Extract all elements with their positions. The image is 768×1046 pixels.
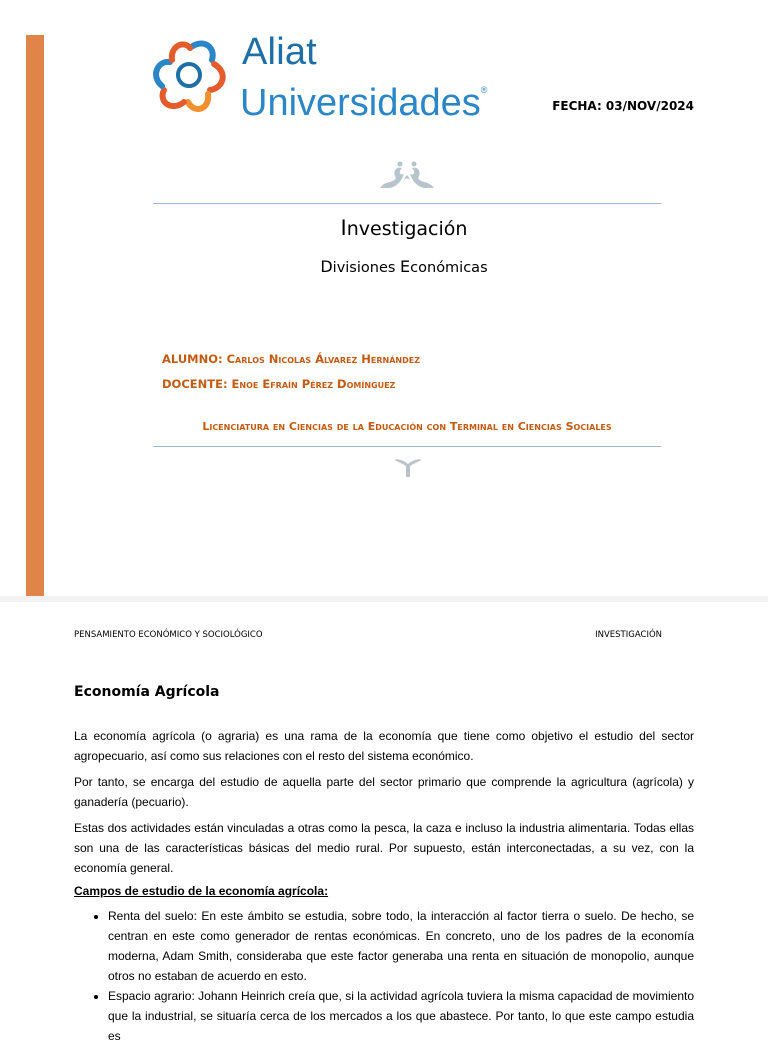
career-line: Licenciatura en Ciencias de la Educación con Terminal en Ciencias Sociales <box>202 420 612 433</box>
paragraph: Por tanto, se encarga del estudio de aquella parte del sector primario que comprende la agricultura (agrícola) y ganadería (pecuario). <box>74 775 694 809</box>
accent-side-bar <box>26 35 44 596</box>
aliat-logo <box>150 31 510 124</box>
running-header-left: PENSAMIENTO ECONÓMICO Y SOCIOLÓGICO <box>74 630 263 640</box>
brand-name-line2: Universidades® <box>240 82 488 124</box>
subsection-heading: Campos de estudio de la economía agrícola: <box>74 884 329 898</box>
paragraph: La economía agrícola (o agraria) es una rama de la economía que tiene como objetivo el estudio del sector agropecuario, así como sus relaciones con el resto del sistema económico. <box>74 729 694 763</box>
divider-line-bottom <box>153 446 661 447</box>
content-page <box>0 602 768 1043</box>
list-item: • Espacio agrario: Johann Heinrich creía que, si la actividad agrícola tuviera la misma capacidad de movimiento que la industrial, se situaría cerca de los mercados a los que abastece. Por tanto, lo que este campo estudia es <box>108 986 694 1046</box>
docente-line: DOCENTE: Enoe Efraín Pérez Domínguez <box>162 377 396 391</box>
document-title: Investigación <box>340 216 468 240</box>
decorative-flourish-icon <box>378 158 436 192</box>
aliat-flower-logo-icon <box>150 34 230 114</box>
registered-mark: ® <box>480 85 488 95</box>
bullet-list <box>74 906 694 1046</box>
running-header-right: INVESTIGACIÓN <box>595 630 662 640</box>
alumno-line: ALUMNO: Carlos Nicolas Álvarez Hernández <box>162 352 421 366</box>
section-heading: Economía Agrícola <box>74 684 220 700</box>
fecha-label: FECHA: 03/NOV/2024 <box>552 99 694 113</box>
divider-line-top <box>153 203 661 204</box>
document-subtitle: Divisiones Económicas <box>320 257 488 276</box>
brand-name-line1: Aliat <box>242 31 317 73</box>
decorative-ornament-icon <box>393 456 423 478</box>
list-item: • Renta del suelo: En este ámbito se estudia, sobre todo, la interacción al factor tierra o suelo. De hecho, se centran en este como generador de rentas económicas. En concreto, uno de los padres de la economía moderna, Adam Smith, consideraba que este factor generaba una renta en situación de monopolio, aunque otros no estaban de acuerdo en esto. <box>108 906 694 986</box>
paragraph: Estas dos actividades están vinculadas a otras como la pesca, la caza e incluso la industria alimentaria. Todas ellas son una de las características básicas del medio rural. Por supuesto, están interconectadas, a su vez, con la economía general. <box>74 821 694 875</box>
